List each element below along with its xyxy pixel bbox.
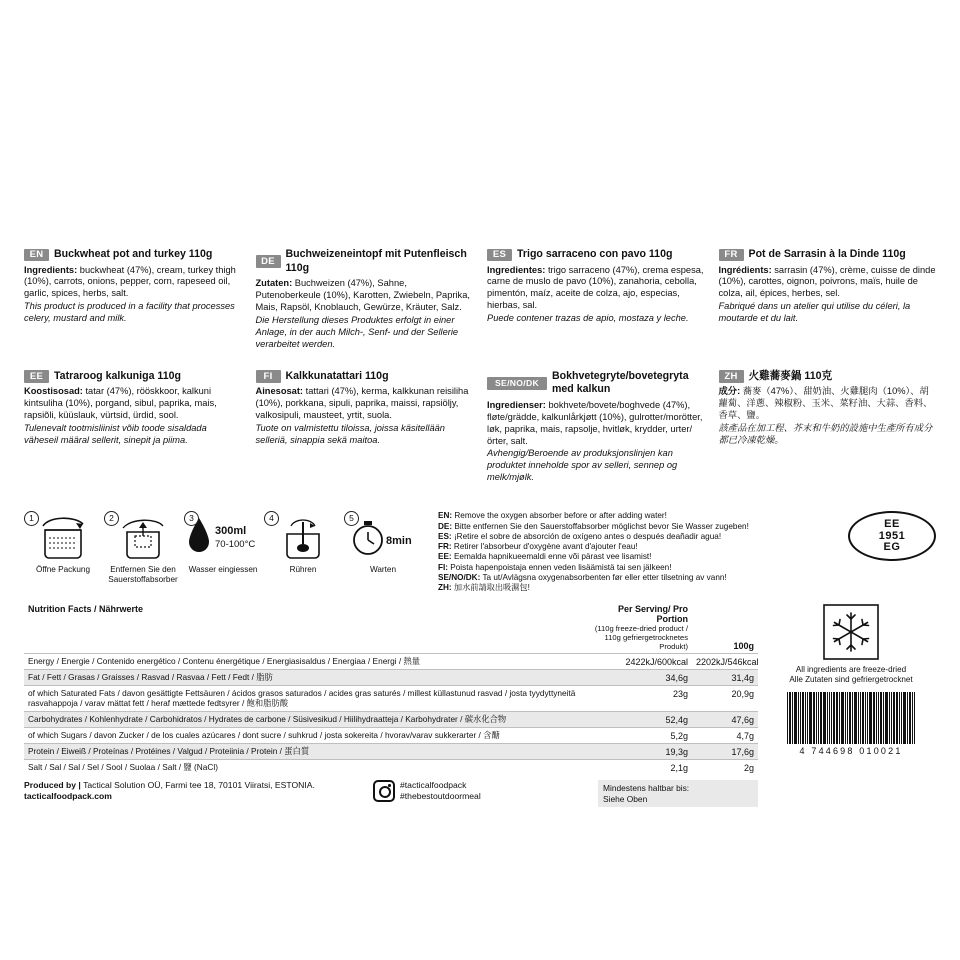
per-serving-sublabel: (110g freeze-dried product / 110g gefriergetrocknetes Produkt) xyxy=(594,623,688,651)
lang-header xyxy=(487,248,705,262)
instruction-code: ES: xyxy=(438,531,452,541)
manufacturer-address: Tactical Solution OÜ, Farmi tee 18, 70101 Viiratsi, ESTONIA. xyxy=(83,780,315,791)
instruction-text: Poista hapenpoistaja ennen veden lisäämistä tai sen jälkeen! xyxy=(450,562,672,572)
nutrition-panel xyxy=(24,601,758,807)
step-number: 1 xyxy=(24,511,39,526)
instruction-code: ZH: xyxy=(438,583,452,593)
ingredients-label: Zutaten: xyxy=(255,278,293,289)
instruction-code: EN: xyxy=(438,511,453,521)
ingredients-list: trigo sarraceno (47%), crema espesa, carne de muslo de pavo (10%), zanahoria, cebolla, pimentón, maíz, aceite de colza, ajo, especias, hierbas, sal. xyxy=(487,264,704,311)
nutrient-serving-value: 5,2g xyxy=(588,728,692,744)
step-number: 3 xyxy=(184,511,199,526)
social-handles xyxy=(373,780,588,802)
language-tag: DE xyxy=(256,255,281,268)
per-serving-header xyxy=(588,601,692,654)
produced-by-label: Produced by | xyxy=(24,780,81,791)
ee-oval-stamp xyxy=(848,511,936,561)
step-caption: Öffne Packung xyxy=(35,565,90,575)
instruction-text: ¡Retire el sobre de absorción de oxígeno antes o después deañadir agua! xyxy=(453,531,722,541)
per-serving-label: Per Serving/ Pro Portion xyxy=(617,603,688,624)
product-title: Buchweizeneintopf mit Putenfleisch 110g xyxy=(285,248,467,274)
language-tag: ES xyxy=(487,249,512,262)
nutrient-label: Salt / Sal / Sal / Sel / Sool / Suolaa / Salt / 鹽 (NaCl) xyxy=(24,760,588,776)
instruction-text: Remove the oxygen absorber before or after adding water! xyxy=(454,511,667,521)
table-row xyxy=(24,728,758,744)
instruction-line xyxy=(438,563,838,573)
allergen-note: Tulenevalt tootmisliinist võib toode sisaldada väheseil määral sellerit, sinepit ja piima. xyxy=(24,422,207,445)
step-number: 5 xyxy=(344,511,359,526)
table-row xyxy=(24,686,758,712)
nutrition-title: Nutrition Facts / Nährwerte xyxy=(28,603,144,614)
ingredients-text xyxy=(24,386,242,422)
table-header-row xyxy=(24,601,758,654)
table-row xyxy=(24,744,758,760)
nutrient-serving-value: 2422kJ/600kcal xyxy=(588,654,692,670)
nutrient-serving-value: 34,6g xyxy=(588,670,692,686)
lang-block-fr xyxy=(719,248,937,360)
nutrition-table xyxy=(24,601,758,775)
instruction-line xyxy=(438,583,838,593)
ingredients-label: Ingredienser: xyxy=(487,399,546,410)
social-handle-1: #tacticalfoodpack xyxy=(400,780,467,791)
instruction-text: Bitte entfernen Sie den Sauerstoffabsorber möglichst bevor Sie Wasser zugeben! xyxy=(454,521,749,531)
lang-header xyxy=(24,370,242,384)
ingredients-list: buckwheat (47%), cream, turkey thigh (10%), carrots, onions, pepper, corn, rapeseed oil, garlic, spices, herbs, salt. xyxy=(24,264,236,299)
language-tag: EE xyxy=(24,370,49,383)
instruction-text: 加水前請取出吸濕包! xyxy=(453,583,530,593)
product-title: Pot de Sarrasin à la Dinde 110g xyxy=(748,248,906,260)
product-title: Buckwheat pot and turkey 110g xyxy=(54,248,213,260)
nutrient-100g-value: 47,6g xyxy=(692,712,758,728)
lang-block-es xyxy=(487,248,705,360)
nutrient-100g-value: 20,9g xyxy=(692,686,758,712)
ingredients-text xyxy=(487,265,705,313)
step-caption: Warten xyxy=(369,565,397,575)
website-link[interactable]: tacticalfoodpack.com xyxy=(24,791,112,802)
lang-block-fi xyxy=(256,370,474,494)
manufacturer-info xyxy=(24,780,363,802)
instruction-line xyxy=(438,511,838,521)
ingredients-text xyxy=(256,386,474,422)
instruction-code: FR: xyxy=(438,542,452,552)
barcode-number: 4 744698 010021 xyxy=(799,745,903,756)
instruction-text: Retirer l'absorbeur d'oxygène avant d'ajouter l'eau! xyxy=(453,542,638,552)
step-5 xyxy=(344,511,422,593)
language-tag: SE/NO/DK xyxy=(487,377,547,390)
ingredients-list: bokhvete/bovete/boghvede (47%), fløte/grädde, kalkunlårkjøtt (10%), gulrotter/morötter, løk, paprika, mais, rapsolje, hvitløk, krydder, urter/örter, salt. xyxy=(487,399,703,446)
nutrient-100g-value: 2202kJ/546kcal xyxy=(692,654,758,670)
table-row xyxy=(24,654,758,670)
nutrient-label: Carbohydrates / Kohlenhydrate / Carbohidratos / Hydrates de carbone / Süsivesikud / Hiilihydraatteja / Karbohydrater / 碳水化合物 xyxy=(24,712,588,728)
svg-text:70-100°C: 70-100°C xyxy=(215,539,256,551)
svg-text:300ml: 300ml xyxy=(215,525,247,538)
ee-stamp-line2: 1951 xyxy=(878,529,906,542)
product-title: Kalkkunatattari 110g xyxy=(285,369,389,382)
step-number: 4 xyxy=(264,511,279,526)
product-title: Bokhvetegryte/bovetegryta med kalkun xyxy=(552,369,689,396)
ingredients-text xyxy=(487,400,705,448)
product-title: Trigo sarraceno con pavo 110g xyxy=(517,248,673,260)
lang-block-zh xyxy=(719,370,937,494)
ee-stamp-line3: EG xyxy=(883,541,901,554)
nutrient-serving-value: 19,3g xyxy=(588,744,692,760)
lang-block-scandinavian xyxy=(487,370,705,494)
allergen-note: This product is produced in a facility that processes celery, mustard and milk. xyxy=(24,301,235,324)
bottom-section xyxy=(18,601,942,813)
instruction-code: SE/NO/DK: xyxy=(438,572,481,582)
ingredients-label: Ingrédients: xyxy=(718,264,772,275)
nutrient-label: Protein / Eiweiß / Proteínas / Protéines / Valgud / Proteiinia / Protein / 蛋白質 xyxy=(24,744,588,760)
allergen-note: 該產品在加工程、芥末和牛奶的設施中生產所有成分都已冷凍乾燥。 xyxy=(718,422,933,445)
instagram-icon[interactable] xyxy=(373,780,395,802)
ingredients-section xyxy=(18,248,942,493)
instruction-text: Ta ut/Avlägsna oxygenabsorbenten før eller etter tilsetning av vann! xyxy=(482,572,727,582)
lang-block-en xyxy=(24,248,242,360)
health-mark xyxy=(848,511,936,593)
lang-block-de xyxy=(256,248,474,360)
allergen-note: Die Herstellung dieses Produktes erfolgt in einer Anlage, in der auch Milch-, Senf- und der Sellerie verarbeitet werden. xyxy=(255,314,459,349)
nutrient-label: Fat / Fett / Grasas / Graisses / Rasvad / Rasvaa / Fett / Fedt / 脂肪 xyxy=(24,670,588,686)
ingredients-list: Buchweizen (47%), Sahne, Putenoberkeule (10%), Karotten, Zwiebeln, Paprika, Mais, Rapsöl, Knoblauch, Gewürze, Kräuter, Salz. xyxy=(255,278,470,312)
product-title: 火雞蕎麥鍋 110克 xyxy=(748,369,833,382)
language-tag: ZH xyxy=(719,370,744,383)
ingredients-label: 成分: xyxy=(718,386,741,397)
ingredients-text xyxy=(24,265,242,301)
table-row xyxy=(24,712,758,728)
step-caption: Wasser eingiessen xyxy=(188,565,258,575)
nutrient-label: Energy / Energie / Contenido energético / Contenu énergétique / Energiasisaldus / Energiaa / Energi / 熱量 xyxy=(24,654,588,670)
instruction-line xyxy=(438,573,838,583)
ingredients-text xyxy=(719,386,937,422)
freeze-dried-line-1: All ingredients are freeze-dried xyxy=(795,665,907,675)
language-tag: FI xyxy=(256,370,281,383)
barcode xyxy=(787,692,916,756)
freeze-dried-note xyxy=(789,665,912,685)
preparation-instructions xyxy=(18,505,942,593)
ingredients-text xyxy=(256,278,474,314)
nutrient-100g-value: 2g xyxy=(692,760,758,776)
step-caption: Rühren xyxy=(289,565,317,575)
language-tag: FR xyxy=(719,249,744,262)
ingredients-list: tatar (47%), rööskkoor, kalkuni kintsuliha (10%), porgand, sibul, paprika, mais, rapsiõli, küüslauk, vürtsid, ürdid, sool. xyxy=(24,386,217,421)
oxygen-absorber-instructions xyxy=(432,511,838,593)
nutrient-100g-value: 4,7g xyxy=(692,728,758,744)
instruction-code: FI: xyxy=(438,562,449,572)
instruction-code: EE: xyxy=(438,552,452,562)
lang-header xyxy=(719,370,937,384)
lang-header xyxy=(256,370,474,384)
snowflake-icon xyxy=(822,603,880,661)
step-caption: Entfernen Sie den Sauerstoffabsorber xyxy=(108,565,178,584)
ee-stamp-line1: EE xyxy=(884,518,900,531)
step-1 xyxy=(24,511,102,593)
step-2 xyxy=(104,511,182,593)
barcode-bars xyxy=(787,692,916,744)
table-row xyxy=(24,670,758,686)
best-before-value: Siehe Oben xyxy=(603,793,648,804)
instruction-code: DE: xyxy=(438,521,453,531)
nutrient-serving-value: 2,1g xyxy=(588,760,692,776)
right-column xyxy=(766,601,936,807)
lang-header xyxy=(487,370,705,397)
product-title: Tatraroog kalkuniga 110g xyxy=(54,369,181,382)
ingredients-label: Ingredientes: xyxy=(487,264,546,275)
nutrient-100g-value: 17,6g xyxy=(692,744,758,760)
instruction-line xyxy=(438,552,838,562)
best-before-box xyxy=(598,780,758,807)
ingredients-list: 蕎麥（47%）、甜奶油、火雞腿肉（10%）、胡蘿蔔、洋蔥、辣椒粉、玉米、菜籽油、大蒜、香料、香草、鹽。 xyxy=(718,386,933,421)
ingredients-list: sarrasin (47%), crème, cuisse de dinde (10%), carottes, oignon, poivrons, maïs, huile de colza, ail, épices, herbes, sel. xyxy=(718,264,936,299)
lang-header xyxy=(24,248,242,262)
ingredients-text xyxy=(719,265,937,301)
language-tag: EN xyxy=(24,249,49,262)
instruction-line xyxy=(438,532,838,542)
best-before-label: Mindestens haltbar bis: xyxy=(603,783,690,794)
step-4 xyxy=(264,511,342,593)
step-number: 2 xyxy=(104,511,119,526)
lang-header xyxy=(256,248,474,275)
nutrient-label: of which Sugars / davon Zucker / de los cuales azúcares / dont sucre / suhkrud / josta sokereita / hvorav/varav sukkerarter / 含醣 xyxy=(24,728,588,744)
ingredients-list: tattari (47%), kerma, kalkkunan reisiliha (10%), porkkana, sipuli, paprika, maissi, rapsiöljy, valkosipuli, mausteet, yrtit, suola. xyxy=(255,386,469,421)
ingredients-label: Koostisosad: xyxy=(24,386,83,397)
table-row xyxy=(24,760,758,776)
nutrient-100g-value: 31,4g xyxy=(692,670,758,686)
step-3 xyxy=(184,511,262,593)
instruction-line xyxy=(438,522,838,532)
ingredients-label: Ingredients: xyxy=(24,264,78,275)
allergen-note: Tuote on valmistettu tiloissa, joissa käsitellään selleriä, sinappia sekä maitoa. xyxy=(255,422,445,445)
allergen-note: Puede contener trazas de apio, mostaza y leche. xyxy=(487,313,689,324)
footer-row xyxy=(24,780,758,807)
allergen-note: Fabriqué dans un atelier qui utilise du céleri, la moutarde et du lait. xyxy=(718,301,911,324)
ingredients-label: Ainesosat: xyxy=(255,386,304,397)
preparation-steps xyxy=(24,511,422,593)
nutrient-label: of which Saturated Fats / davon gesättigte Fettsäuren / ácidos grasos saturados / acides gras saturés / millest küllastunud rasvad / josta tyydyttyneitä rasvahappoja / varav mättat fett / heraf mættede fedtsyrer / 飽和脂肪酸 xyxy=(24,686,588,712)
lang-block-ee xyxy=(24,370,242,494)
nutrient-serving-value: 23g xyxy=(588,686,692,712)
instruction-line xyxy=(438,542,838,552)
lang-header xyxy=(719,248,937,262)
svg-text:8min: 8min xyxy=(386,535,412,548)
social-handle-2: #thebestoutdoormeal xyxy=(400,791,481,802)
per-100g-header: 100g xyxy=(733,640,754,651)
allergen-note: Avhengig/Beroende av produksjonslinjen kan produktet inneholde spor av selleri, sennep og melk/mjølk. xyxy=(487,448,678,483)
product-label xyxy=(18,248,942,813)
instruction-text: Eemalda hapnikueemaldi enne või pärast vee lisamist! xyxy=(453,552,652,562)
freeze-dried-line-2: Alle Zutaten sind gefriergetrocknet xyxy=(789,675,913,685)
nutrient-serving-value: 52,4g xyxy=(588,712,692,728)
